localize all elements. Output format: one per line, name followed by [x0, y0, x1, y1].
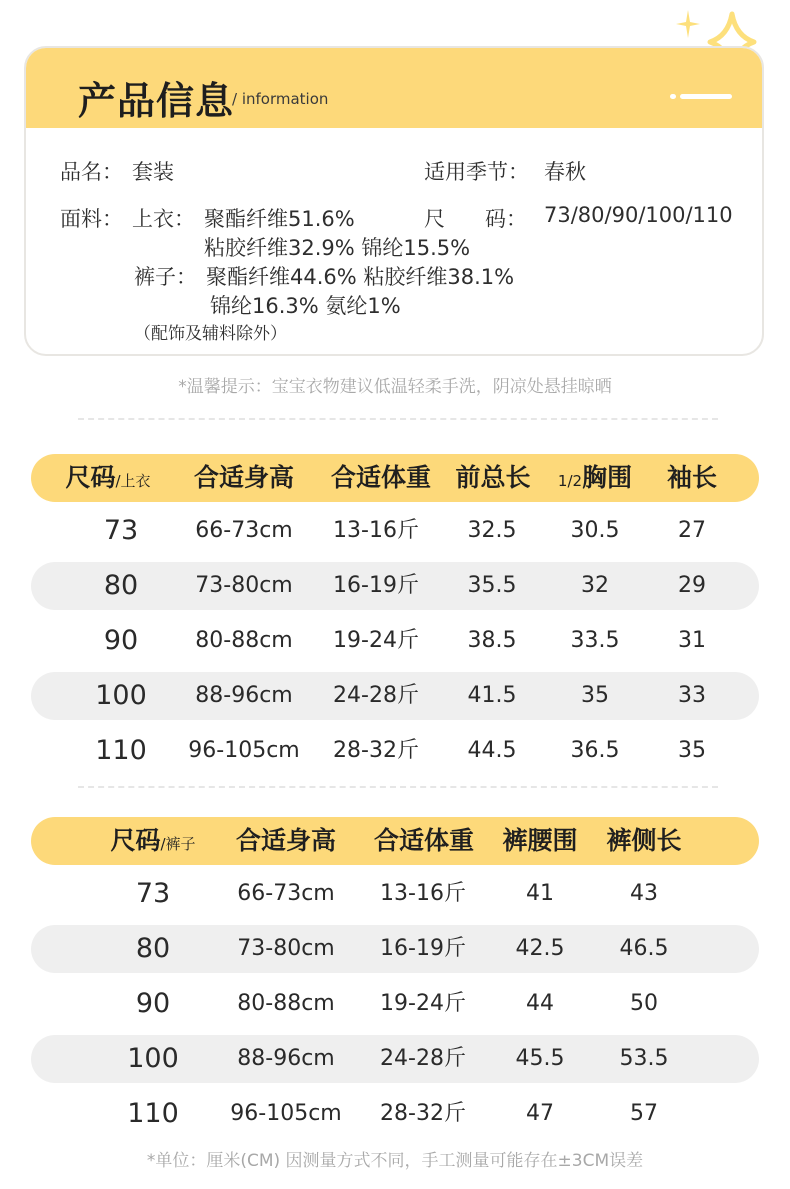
top-value-cell: 35 — [678, 738, 706, 763]
top-col-size: 尺码/上衣 — [65, 463, 151, 492]
top-value-cell: 88-96cm — [195, 683, 293, 708]
pants-fabric-line1: 聚酯纤维44.6% 粘胶纤维38.1% — [206, 265, 515, 289]
header-deco-dot — [670, 94, 676, 99]
unit-note: *单位：厘米(CM) 因测量方式不同，手工测量可能存在±3CM误差 — [146, 1151, 644, 1171]
season-value: 春秋 — [544, 160, 586, 184]
top-value-cell: 16-19斤 — [333, 573, 419, 598]
pants-value-cell: 57 — [630, 1101, 658, 1126]
size-value: 73/80/90/100/110 — [544, 203, 733, 227]
pants-col-waist: 裤腰围 — [502, 826, 578, 855]
pants-value-cell: 24-28斤 — [380, 1046, 466, 1071]
top-col-length: 前总长 — [455, 463, 531, 492]
pants-value-cell: 13-16斤 — [380, 881, 466, 906]
header-deco-bar — [680, 94, 732, 99]
top-value-cell: 44.5 — [467, 738, 517, 763]
pants-col-side-length: 裤侧长 — [606, 826, 682, 855]
top-value-cell: 32 — [581, 573, 609, 598]
top-value-cell: 33.5 — [570, 628, 620, 653]
top-table-row — [31, 727, 759, 775]
exclusion-note: （配饰及辅料除外） — [134, 324, 287, 344]
divider-dashed — [78, 418, 718, 420]
top-col-height: 合适身高 — [193, 463, 294, 492]
name-value: 套装 — [132, 160, 174, 184]
top-value-cell: 33 — [678, 683, 706, 708]
top-value-cell: 27 — [678, 518, 706, 543]
top-table-header — [31, 454, 759, 502]
top-fabric-line1: 聚酯纤维51.6% — [204, 207, 355, 231]
top-size-cell: 90 — [103, 625, 139, 656]
pants-col-height: 合适身高 — [235, 826, 336, 855]
top-table-row — [31, 617, 759, 665]
pants-table-row — [31, 1090, 759, 1138]
top-value-cell: 35.5 — [467, 573, 517, 598]
top-table-row — [31, 507, 759, 555]
pants-value-cell: 88-96cm — [237, 1046, 335, 1071]
pants-value-cell: 73-80cm — [237, 936, 335, 961]
pants-table-row — [31, 870, 759, 918]
pants-value-cell: 66-73cm — [237, 881, 335, 906]
pants-value-cell: 41 — [526, 881, 554, 906]
top-value-cell: 24-28斤 — [333, 683, 419, 708]
top-value-cell: 19-24斤 — [333, 628, 419, 653]
top-value-cell: 36.5 — [570, 738, 620, 763]
pants-fabric-line2: 锦纶16.3% 氨纶1% — [210, 294, 401, 318]
fabric-label: 面料： — [60, 207, 123, 231]
pants-value-cell: 28-32斤 — [380, 1101, 466, 1126]
pants-size-cell: 73 — [135, 878, 171, 909]
pants-fabric-label: 裤子： — [134, 265, 197, 289]
top-value-cell: 31 — [678, 628, 706, 653]
top-fabric-label: 上衣： — [132, 207, 195, 231]
top-value-cell: 32.5 — [467, 518, 517, 543]
top-col-sleeve: 袖长 — [666, 463, 717, 492]
pants-value-cell: 80-88cm — [237, 991, 335, 1016]
top-value-cell: 41.5 — [467, 683, 517, 708]
pants-value-cell: 47 — [526, 1101, 554, 1126]
top-value-cell: 28-32斤 — [333, 738, 419, 763]
pants-value-cell: 45.5 — [515, 1046, 565, 1071]
top-value-cell: 96-105cm — [188, 738, 300, 763]
pants-value-cell: 46.5 — [619, 936, 669, 961]
top-value-cell: 66-73cm — [195, 518, 293, 543]
pants-size-cell: 100 — [127, 1043, 179, 1074]
top-value-cell: 30.5 — [570, 518, 620, 543]
pants-size-cell: 110 — [127, 1098, 179, 1129]
top-size-cell: 73 — [103, 515, 139, 546]
top-value-cell: 13-16斤 — [333, 518, 419, 543]
care-tip: *温馨提示：宝宝衣物建议低温轻柔手洗，阴凉处悬挂晾晒 — [178, 377, 612, 397]
size-label: 尺 码： — [424, 207, 528, 231]
top-value-cell: 29 — [678, 573, 706, 598]
top-col-weight: 合适体重 — [330, 463, 431, 492]
card-subtitle: / information — [232, 90, 329, 108]
pants-value-cell: 50 — [630, 991, 658, 1016]
pants-col-size: 尺码/裤子 — [110, 826, 196, 855]
pants-col-weight: 合适体重 — [373, 826, 474, 855]
pants-table-row — [31, 980, 759, 1028]
top-value-cell: 73-80cm — [195, 573, 293, 598]
top-size-cell: 100 — [95, 680, 147, 711]
top-table-row — [31, 562, 759, 610]
top-size-cell: 80 — [103, 570, 139, 601]
pants-value-cell: 16-19斤 — [380, 936, 466, 961]
top-fabric-line2: 粘胶纤维32.9% 锦纶15.5% — [204, 236, 471, 260]
pants-size-cell: 90 — [135, 988, 171, 1019]
pants-size-cell: 80 — [135, 933, 171, 964]
top-col-chest: 1/2胸围 — [557, 463, 633, 492]
pants-value-cell: 44 — [526, 991, 554, 1016]
pants-table-row — [31, 1035, 759, 1083]
top-value-cell: 35 — [581, 683, 609, 708]
pants-value-cell: 19-24斤 — [380, 991, 466, 1016]
top-value-cell: 80-88cm — [195, 628, 293, 653]
pants-value-cell: 43 — [630, 881, 658, 906]
divider-dashed — [78, 786, 718, 788]
top-table-row — [31, 672, 759, 720]
card-header — [26, 48, 762, 128]
season-label: 适用季节： — [424, 160, 529, 184]
card-title: 产品信息 — [78, 79, 235, 123]
pants-table-row — [31, 925, 759, 973]
pants-value-cell: 96-105cm — [230, 1101, 342, 1126]
top-value-cell: 38.5 — [467, 628, 517, 653]
pants-value-cell: 42.5 — [515, 936, 565, 961]
pants-value-cell: 53.5 — [619, 1046, 669, 1071]
name-label: 品名： — [60, 160, 123, 184]
top-size-cell: 110 — [95, 735, 147, 766]
pants-table-header — [31, 817, 759, 865]
